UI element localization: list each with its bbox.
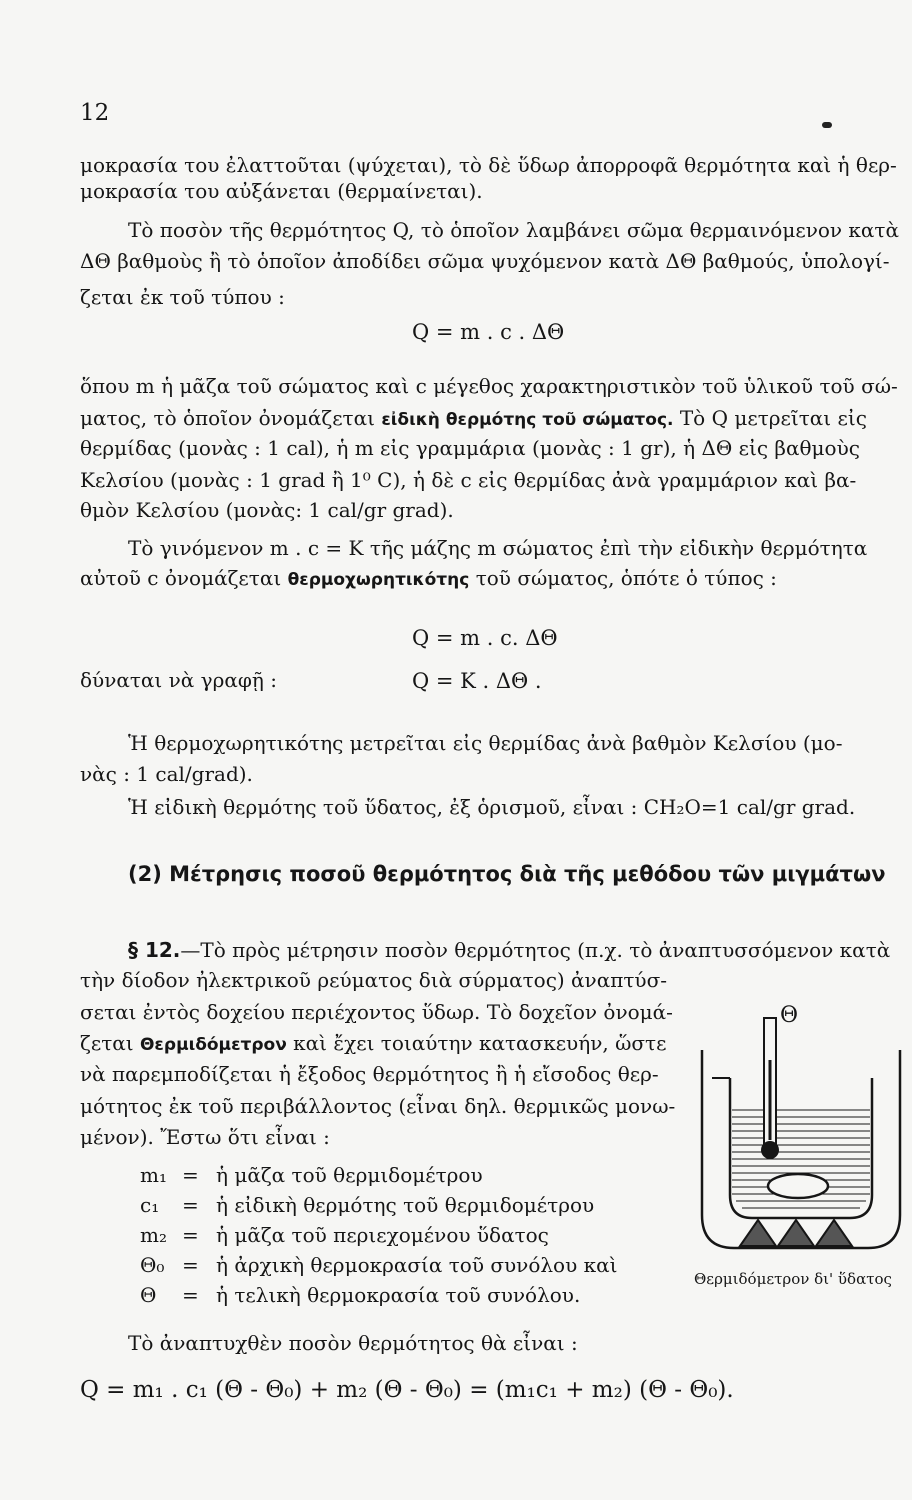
definition-symbol: m₁	[140, 1163, 167, 1187]
support-triangles-icon	[740, 1220, 852, 1246]
stirrer-icon	[768, 1174, 828, 1198]
text-line: ΔΘ βαθμοὺς ἢ τὸ ὁποῖον ἀποδίδει σῶμα ψυχόμενον κατὰ ΔΘ βαθμούς, ὑπολογί-	[80, 249, 890, 273]
bold-term: θερμοχωρητικότης	[287, 570, 470, 590]
text-line: Ἡ εἰδικὴ θερμότης τοῦ ὕδατος, ἐξ ὁρισμοῦ, εἶναι : CH₂O=1 cal/gr grad.	[128, 795, 856, 819]
definition-equals: =	[182, 1223, 199, 1247]
theta-label: Θ	[780, 1003, 799, 1028]
text-fragment: ζεται	[80, 1031, 134, 1055]
text-line	[80, 1033, 670, 1054]
section-number: § 12.	[128, 938, 181, 962]
calorimeter-diagram	[690, 1000, 910, 1260]
text-line: νὰς : 1 cal/grad).	[80, 762, 253, 786]
text-line	[80, 408, 902, 429]
definition-text: ἡ εἰδικὴ θερμότης τοῦ θερμιδομέτρου	[216, 1193, 595, 1217]
definition-row	[140, 1283, 580, 1307]
definition-row	[140, 1163, 483, 1187]
text-line: θερμίδας (μονὰς : 1 cal), ἡ m εἰς γραμμάρια (μονὰς : 1 gr), ἡ ΔΘ εἰς βαθμοὺς	[80, 436, 860, 460]
text-fragment: —Τὸ πρὸς μέτρησιν ποσὸν θερμότητος (π.χ. τὸ ἀναπτυσσόμενον κατὰ	[180, 938, 891, 962]
definition-equals: =	[182, 1283, 199, 1307]
text-line: Τὸ ποσὸν τῆς θερμότητος Q, τὸ ὁποῖον λαμβάνει σῶμα θερμαινόμενον κατὰ	[128, 218, 899, 242]
definition-symbol: c₁	[140, 1193, 160, 1217]
text-line	[128, 940, 902, 960]
definition-equals: =	[182, 1253, 199, 1277]
bold-term: εἰδικὴ θερμότης τοῦ σώματος.	[381, 410, 674, 430]
text-line: θμὸν Κελσίου (μονὰς: 1 cal/gr grad).	[80, 498, 454, 522]
text-line: ζεται ἐκ τοῦ τύπου :	[80, 285, 285, 309]
definition-equals: =	[182, 1193, 199, 1217]
figure-caption: Θερμιδόμετρον δι' ὕδατος	[694, 1270, 892, 1288]
text-fragment: Τὸ Q μετρεῖται εἰς	[679, 406, 867, 430]
calorimeter-figure	[690, 1000, 910, 1260]
definition-text: ἡ ἀρχικὴ θερμοκρασία τοῦ συνόλου καὶ	[216, 1253, 618, 1277]
definition-row	[140, 1193, 594, 1217]
definition-text: ἡ τελικὴ θερμοκρασία τοῦ συνόλου.	[216, 1283, 581, 1307]
text-fragment: καὶ ἔχει τοιαύτην κατασκευήν, ὥστε	[293, 1031, 667, 1055]
definition-text: ἡ μᾶζα τοῦ θερμιδομέτρου	[216, 1163, 483, 1187]
definition-text: ἡ μᾶζα τοῦ περιεχομένου ὕδατος	[216, 1223, 549, 1247]
formula: Q = K . ΔΘ .	[412, 669, 542, 693]
formula: Q = m . c . ΔΘ	[412, 320, 565, 344]
text-line: σεται ἐντὸς δοχείου περιέχοντος ὕδωρ. Τὸ δοχεῖον ὀνομά-	[80, 1000, 673, 1024]
definition-symbol: m₂	[140, 1223, 167, 1247]
text-line: Τὸ γινόμενον m . c = K τῆς μάζης m σώματος ἐπὶ τὴν εἰδικὴν θερμότητα	[128, 536, 868, 560]
page-number: 12	[80, 100, 110, 126]
text-line: δύναται νὰ γραφῇ :	[80, 668, 277, 692]
text-line: Ἡ θερμοχωρητικότης μετρεῖται εἰς θερμίδας ἀνὰ βαθμὸν Κελσίου (μο-	[128, 731, 843, 755]
text-line: μοκρασία του ἐλαττοῦται (ψύχεται), τὸ δὲ ὕδωρ ἀπορροφᾶ θερμότητα καὶ ἡ θερ-	[80, 153, 897, 177]
text-fragment: τοῦ σώματος, ὁπότε ὁ τύπος :	[475, 566, 777, 590]
text-line: μένον). Ἔστω ὅτι εἶναι :	[80, 1125, 330, 1149]
text-line: τὴν δίοδον ἠλεκτρικοῦ ρεύματος διὰ σύρματος) ἀναπτύσ-	[80, 968, 668, 992]
formula: Q = m₁ . c₁ (Θ - Θ₀) + m₂ (Θ - Θ₀) = (m₁c₁ + m₂) (Θ - Θ₀).	[80, 1377, 734, 1403]
text-line: Κελσίου (μονὰς : 1 grad ἢ 1⁰ C), ἡ δὲ c εἰς θερμίδας ἀνὰ γραμμάριον καὶ βα-	[80, 468, 857, 492]
definition-row	[140, 1253, 617, 1277]
definition-symbol: Θ	[140, 1283, 157, 1307]
text-line: νὰ παρεμποδίζεται ἡ ἔξοδος θερμότητος ἢ ἡ εἴσοδος θερ-	[80, 1062, 659, 1086]
thermometer-bulb-icon	[761, 1141, 779, 1159]
text-line	[80, 568, 902, 589]
text-fragment: αὐτοῦ c ὀνομάζεται	[80, 566, 282, 590]
text-line: μότητος ἐκ τοῦ περιβάλλοντος (εἶναι δηλ. θερμικῶς μονω-	[80, 1094, 676, 1118]
text-line: ὅπου m ἡ μᾶζα τοῦ σώματος καὶ c μέγεθος χαρακτηριστικὸν τοῦ ὑλικοῦ τοῦ σώ-	[80, 374, 898, 398]
definition-equals: =	[182, 1163, 199, 1187]
definition-symbol: Θ₀	[140, 1253, 165, 1277]
text-line: Τὸ ἀναπτυχθὲν ποσὸν θερμότητος θὰ εἶναι :	[128, 1331, 578, 1355]
section-heading: (2) Μέτρησις ποσοῦ θερμότητος διὰ τῆς μεθόδου τῶν μιγμάτων	[128, 862, 886, 886]
formula: Q = m . c. ΔΘ	[412, 626, 558, 650]
text-line: μοκρασία του αὐξάνεται (θερμαίνεται).	[80, 179, 483, 203]
ink-mark	[822, 122, 832, 128]
bold-term: Θερμιδόμετρον	[139, 1035, 287, 1055]
definition-row	[140, 1223, 549, 1247]
text-fragment: ματος, τὸ ὁποῖον ὀνομάζεται	[80, 406, 375, 430]
